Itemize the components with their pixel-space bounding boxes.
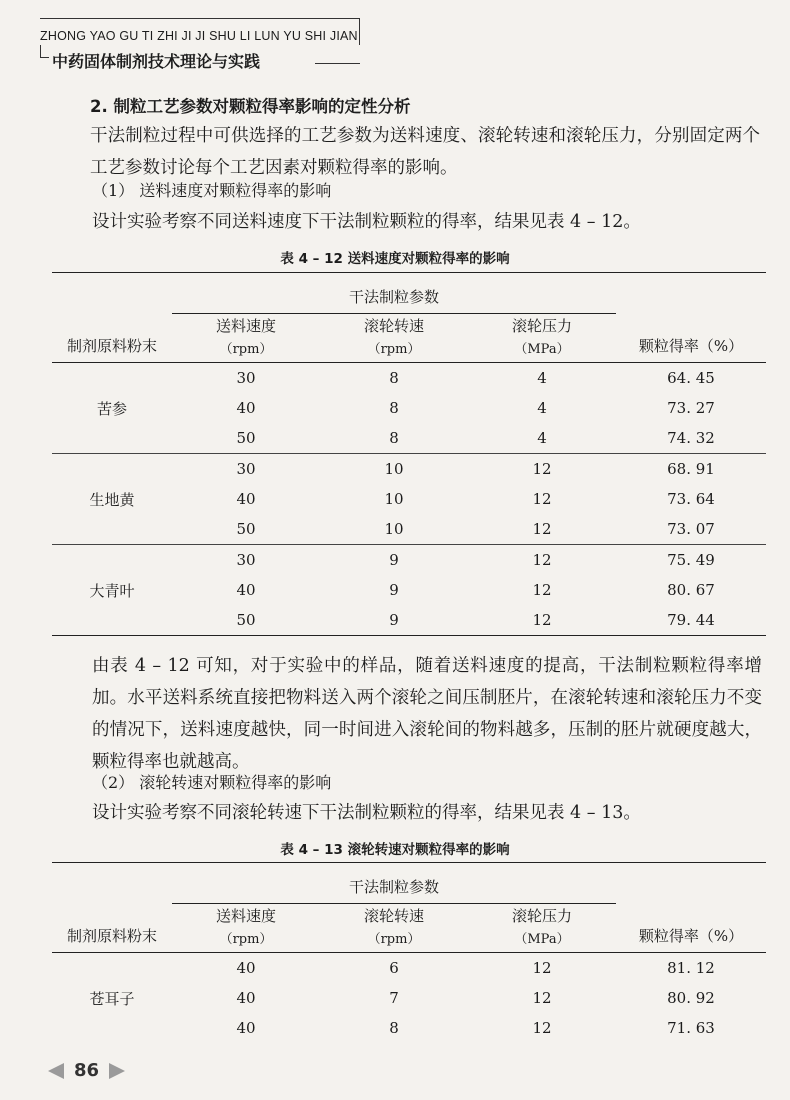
yield-cell: 80. 92 bbox=[667, 989, 715, 1007]
feed-cell: 40 bbox=[236, 1019, 256, 1037]
table13-reference-text: 设计实验考察不同滚轮转速下干法制粒颗粒的得率，结果见表 4 – 13。 bbox=[92, 803, 641, 823]
yield-cell: 68. 91 bbox=[616, 454, 766, 485]
material-cell: 苍耳子 bbox=[89, 989, 135, 1008]
pressure-cell: 12 bbox=[532, 581, 552, 599]
pressure-cell: 12 bbox=[532, 1019, 552, 1037]
speed-cell: 9 bbox=[389, 611, 399, 629]
feed-cell: 30 bbox=[172, 454, 320, 485]
pressure-cell: 12 bbox=[468, 545, 616, 576]
subheading-roller-speed: （2） 滚轮转速对颗粒得率的影响 bbox=[92, 773, 332, 792]
speed-cell: 9 bbox=[389, 581, 399, 599]
speed-cell: 8 bbox=[389, 369, 399, 387]
speed-cell: 8 bbox=[389, 429, 399, 447]
pressure-cell: 4 bbox=[537, 369, 547, 387]
pressure-cell: 4 bbox=[537, 399, 547, 417]
pressure-cell: 12 bbox=[532, 959, 552, 977]
yield-cell: 73. 07 bbox=[667, 520, 715, 538]
pressure-cell: 12 bbox=[532, 490, 552, 508]
table12-caption: 表 4 – 12 送料速度对颗粒得率的影响 bbox=[280, 251, 510, 267]
speed-cell: 10 bbox=[384, 520, 404, 538]
yield-cell: 71. 63 bbox=[667, 1019, 715, 1037]
table-row bbox=[52, 454, 766, 485]
yield-cell: 73. 64 bbox=[667, 490, 715, 508]
material-cell: 生地黄 bbox=[52, 454, 172, 545]
table-row bbox=[52, 545, 766, 576]
pressure-cell: 4 bbox=[537, 429, 547, 447]
table12-header-group: 干法制粒参数 bbox=[172, 273, 616, 314]
table13-header-pressure: 滚轮压力 （MPa） bbox=[511, 907, 572, 947]
subheading-feed-speed: （1） 送料速度对颗粒得率的影响 bbox=[92, 181, 332, 200]
table13-header-group: 干法制粒参数 bbox=[172, 863, 616, 904]
table-row bbox=[52, 953, 766, 984]
feed-cell: 40 bbox=[236, 490, 256, 508]
table13-header-roller-speed: 滚轮转速 （rpm） bbox=[363, 907, 424, 947]
header-pinyin: ZHONG YAO GU TI ZHI JI JI SHU LI LUN YU SHI JIAN bbox=[40, 18, 360, 45]
analysis-paragraph: 由表 4 – 12 可知，对于实验中的样品，随着送料速度的提高，干法制粒颗粒得率增加。水平送料系统直接把物料送入两个滚轮之间压制胚片，在滚轮转速和滚轮压力不变的情况下，送料速度越快，同一时间进入滚轮间的物料越多，压制的胚片就硬度越大，颗粒得率也就越高。 bbox=[92, 656, 762, 772]
table-4-13 bbox=[52, 862, 766, 1043]
table12-header-yield: 颗粒得率（%） bbox=[616, 273, 766, 363]
feed-cell: 40 bbox=[236, 989, 256, 1007]
page-footer bbox=[48, 1060, 125, 1081]
header-book-title bbox=[40, 49, 360, 72]
table12-header-material: 制剂原料粉末 bbox=[52, 273, 172, 363]
header-title-rule bbox=[315, 63, 360, 64]
speed-cell: 6 bbox=[389, 959, 399, 977]
feed-cell: 50 bbox=[236, 429, 256, 447]
table13-header-feed: 送料速度 （rpm） bbox=[215, 907, 276, 947]
table-row bbox=[52, 363, 766, 394]
speed-cell: 8 bbox=[389, 1019, 399, 1037]
header-title-text: 中药固体制剂技术理论与实践 bbox=[52, 52, 261, 71]
feed-cell: 30 bbox=[236, 369, 256, 387]
feed-cell: 30 bbox=[172, 545, 320, 576]
feed-cell: 40 bbox=[236, 959, 256, 977]
running-header bbox=[40, 18, 360, 72]
yield-cell: 75. 49 bbox=[616, 545, 766, 576]
yield-cell: 74. 32 bbox=[667, 429, 715, 447]
section-heading: 2. 制粒工艺参数对颗粒得率影响的定性分析 bbox=[90, 97, 411, 116]
feed-cell: 40 bbox=[236, 581, 256, 599]
feed-cell: 40 bbox=[236, 399, 256, 417]
pressure-cell: 12 bbox=[468, 454, 616, 485]
pressure-cell: 12 bbox=[532, 520, 552, 538]
table12-header-roller-speed: 滚轮转速 （rpm） bbox=[363, 317, 424, 357]
triangle-right-icon bbox=[109, 1063, 125, 1079]
pressure-cell: 12 bbox=[532, 989, 552, 1007]
yield-cell: 81. 12 bbox=[667, 959, 715, 977]
speed-cell: 8 bbox=[389, 399, 399, 417]
header-corner-rule bbox=[40, 45, 49, 58]
table13-caption: 表 4 – 13 滚轮转速对颗粒得率的影响 bbox=[280, 842, 510, 858]
table-4-12 bbox=[52, 272, 766, 636]
speed-cell: 7 bbox=[389, 989, 399, 1007]
yield-cell: 64. 45 bbox=[667, 369, 715, 387]
speed-cell: 9 bbox=[320, 545, 468, 576]
page-number: 86 bbox=[74, 1060, 100, 1081]
feed-cell: 50 bbox=[236, 520, 256, 538]
material-cell: 苦参 bbox=[96, 399, 127, 418]
speed-cell: 10 bbox=[320, 454, 468, 485]
yield-cell: 80. 67 bbox=[667, 581, 715, 599]
table12-reference-text: 设计实验考察不同送料速度下干法制粒颗粒的得率，结果见表 4 – 12。 bbox=[92, 212, 641, 232]
speed-cell: 10 bbox=[384, 490, 404, 508]
table13-header-yield: 颗粒得率（%） bbox=[616, 863, 766, 953]
table13-header-material: 制剂原料粉末 bbox=[52, 863, 172, 953]
feed-cell: 50 bbox=[236, 611, 256, 629]
table12-header-feed: 送料速度 （rpm） bbox=[215, 317, 276, 357]
pressure-cell: 12 bbox=[532, 611, 552, 629]
yield-cell: 79. 44 bbox=[667, 611, 715, 629]
triangle-left-icon bbox=[48, 1063, 64, 1079]
intro-paragraph: 干法制粒过程中可供选择的工艺参数为送料速度、滚轮转速和滚轮压力，分别固定两个工艺参数讨论每个工艺因素对颗粒得率的影响。 bbox=[90, 126, 760, 178]
table12-header-pressure: 滚轮压力 （MPa） bbox=[511, 317, 572, 357]
material-cell: 大青叶 bbox=[52, 545, 172, 636]
yield-cell: 73. 27 bbox=[667, 399, 715, 417]
